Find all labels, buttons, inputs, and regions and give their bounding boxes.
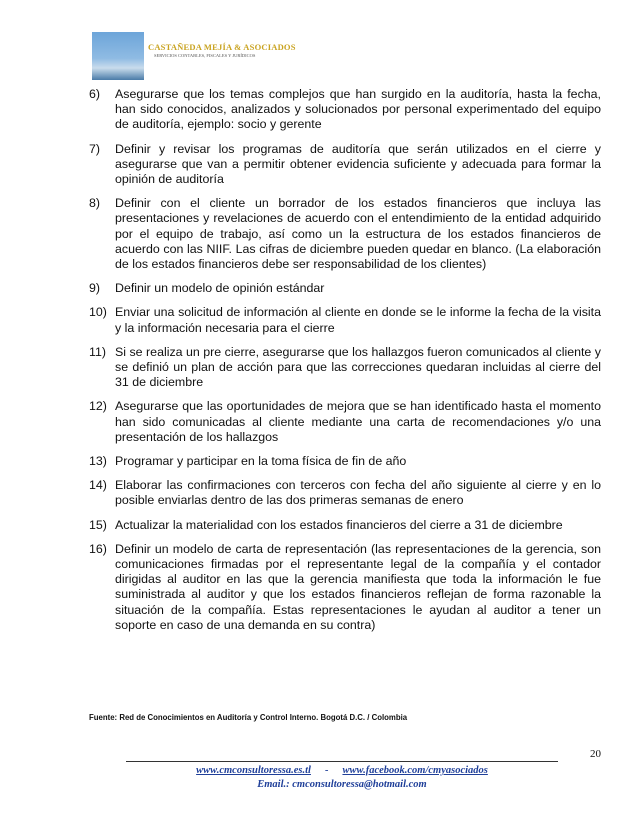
source-note: Fuente: Red de Conocimientos en Auditoría y Control Interno. Bogotá D.C. / Colombia (89, 713, 408, 722)
company-name: CASTAÑEDA MEJÍA & ASOCIADOS (148, 42, 296, 52)
list-item-text: Asegurarse que las oportunidades de mejora que se han identificado hasta el momento han sido comunicadas al cliente mediante una carta de recomendaciones y/o una presentación de los hallazgos (115, 399, 601, 444)
facebook-link[interactable]: www.facebook.com/cmyasociados (342, 765, 488, 776)
footer-links (126, 765, 558, 776)
list-item (89, 281, 601, 296)
page-number: 20 (590, 748, 601, 760)
list-item-text: Si se realiza un pre cierre, asegurarse que los hallazgos fueron comunicados al cliente y se definió un plan de acción para que las correcciones quedaran incluidas al cierre del 31 de diciembre (115, 344, 601, 390)
list-item-text: Definir un modelo de opinión estándar (115, 281, 325, 296)
footer-divider (126, 761, 558, 762)
list-item-text: Elaborar las confirmaciones con terceros con fecha del año siguiente al cierre y en lo posible enviarlas dentro de las dos primeras semanas de enero (115, 478, 601, 508)
list-item (89, 518, 601, 533)
list-item-number: 11) (89, 344, 106, 359)
list-item-text: Actualizar la materialidad con los estados financieros del cierre a 31 de diciembre (115, 517, 563, 532)
company-tagline: SERVICIOS CONTABLES, FISCALES Y JURÍDICOS (154, 53, 256, 58)
list-item (89, 454, 601, 469)
list-item-number: 13) (89, 454, 107, 469)
list-item-text: Definir un modelo de carta de representación (las representaciones de la gerencia, son comunicaciones firmadas por el representante legal de la compañía y el contador dirigidas al auditor en las que la gerencia manifiesta que toda la información le fue suministrada al auditor y que los estados financieros reflejan de forma razonable la situación de la compañía. Estas representaciones le ayudan al auditor a tener un soporte en caso de una demanda en su contra) (115, 541, 601, 632)
list-item-text: Asegurarse que los temas complejos que han surgido en la auditoría, hasta la fecha, han sido conocidos, analizados y solucionados por personal experimentado del equipo de auditoría, ejemplo: socio y gerente (115, 87, 601, 132)
list-item (89, 345, 601, 391)
company-logo (92, 32, 296, 80)
footer-email: Email.: cmconsultoressa@hotmail.com (257, 779, 427, 790)
list-item (89, 478, 601, 508)
list-item-number: 12) (89, 399, 107, 414)
list-item (89, 196, 601, 272)
lighthouse-logo-image (92, 32, 144, 80)
list-item-number: 15) (89, 517, 107, 532)
list-item (89, 142, 601, 188)
list-item-number: 10) (89, 305, 107, 320)
list-item-text: Programar y participar en la toma física de fin de año (115, 454, 407, 469)
list-item-number: 9) (89, 281, 101, 296)
list-item-text: Definir con el cliente un borrador de los estados financieros que incluya las presentaciones y revelaciones de acuerdo con el entendimiento de la entidad adquirido por el equipo de trabajo, así como un la estructura de los estados financieros de acuerdo con las NIIF. Las cifras de diciembre pueden quedar en blanco. (La elaboración de los estados financieros debe ser responsabilidad de los clientes) (115, 196, 601, 272)
footer-separator: - (324, 765, 329, 776)
list-item-number: 8) (89, 196, 101, 211)
list-item-text: Enviar una solicitud de información al cliente en donde se le informe la fecha de la visita y la información necesaria para el cierre (115, 305, 601, 335)
list-item-number: 14) (89, 478, 107, 493)
list-item (89, 542, 601, 633)
list-item-number: 16) (89, 541, 107, 556)
list-item-text: Definir y revisar los programas de auditoría que serán utilizados en el cierre y asegurarse que van a permitir obtener evidencia suficiente y adecuada para formar la opinión de auditoría (115, 141, 601, 187)
website-link[interactable]: www.cmconsultoressa.es.tl (196, 765, 311, 776)
audit-steps-list (89, 87, 601, 642)
list-item-number: 6) (89, 87, 101, 101)
list-item (89, 399, 601, 445)
list-item (89, 87, 601, 133)
list-item-number: 7) (89, 141, 101, 156)
list-item (89, 305, 601, 335)
